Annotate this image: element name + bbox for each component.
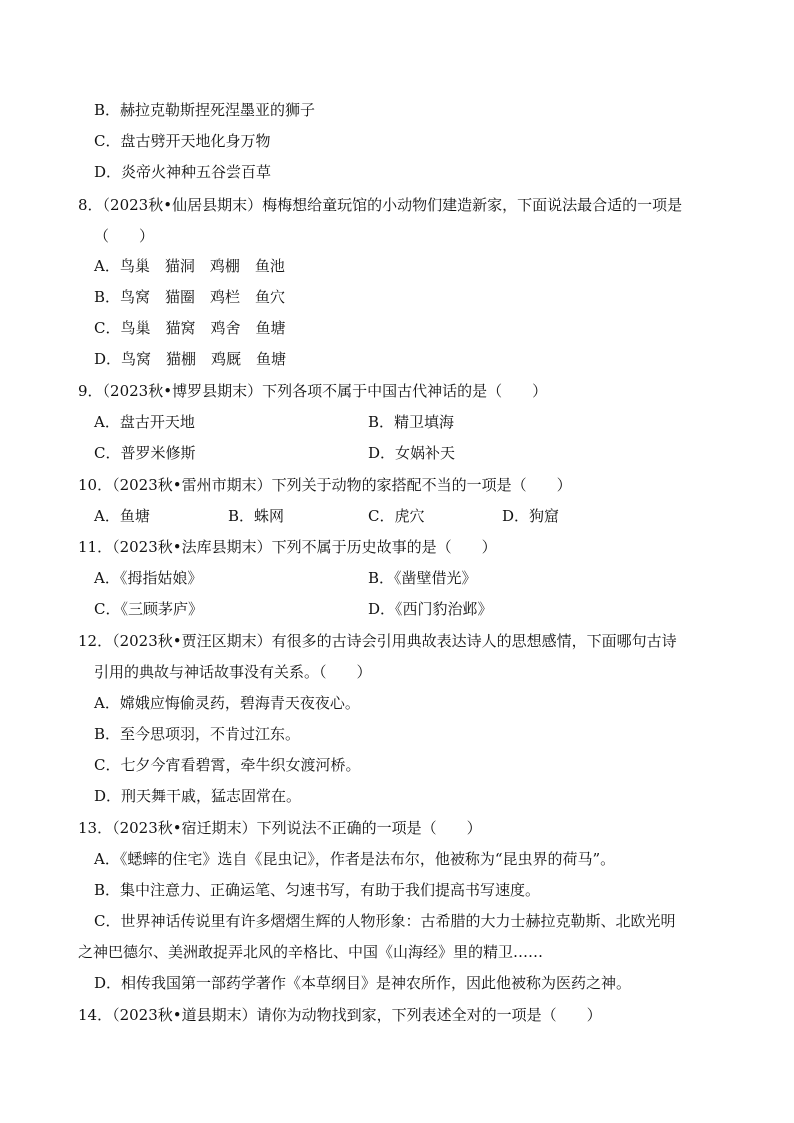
question-12-option-a: A．嫦娥应悔偷灵药，碧海青天夜夜心。 [94,694,360,712]
question-12-option-c: C．七夕今宵看碧霄，牵牛织女渡河桥。 [94,756,361,774]
question-12-stem: 12．（2023秋•贾汪区期末）有很多的古诗会引用典故表达诗人的思想感情，下面哪句古诗 [78,632,677,650]
question-8-option-c: C．鸟巢 猫窝 鸡舍 鱼塘 [94,319,286,337]
question-13-option-a: A．《蟋蟀的住宅》选自《昆虫记》，作者是法布尔，他被称为“昆虫界的荷马”。 [94,850,616,868]
question-9-option-c: C．普罗米修斯 [94,444,196,462]
question-9-option-a: A．盘古开天地 [94,413,195,431]
question-8-option-b: B．鸟窝 猫圈 鸡栏 鱼穴 [94,288,286,306]
question-12-option-d: D．刑天舞干戚，猛志固常在。 [94,787,302,805]
question-11-stem: 11．（2023秋•法库县期末）下列不属于历史故事的是（ ） [78,538,497,556]
question-14-stem: 14．（2023秋•道县期末）请你为动物找到家，下列表述全对的一项是（ ） [78,1006,602,1024]
question-8-blank: （ ） [94,227,155,245]
question-11-option-b: B．《凿壁借光》 [368,569,477,587]
question-11-option-a: A．《拇指姑娘》 [94,569,203,587]
question-13-option-d: D．相传我国第一部药学著作《本草纲目》是神农所作，因此他被称为医药之神。 [94,974,632,992]
question-12-option-b: B．至今思项羽，不肯过江东。 [94,725,301,743]
prev-option-b: B．赫拉克勒斯捏死涅墨亚的狮子 [94,101,316,119]
question-13-option-c-cont: 之神巴德尔、美洲敢捉弄北风的辛格比、中国《山海经》里的精卫…… [78,943,544,961]
question-10-stem: 10．（2023秋•雷州市期末）下列关于动物的家搭配不当的一项是（ ） [78,476,572,494]
question-11-option-c: C．《三顾茅庐》 [94,600,203,618]
question-9-stem: 9．（2023秋•博罗县期末）下列各项不属于中国古代神话的是（ ） [78,382,548,400]
question-11-option-d: D．《西门豹治邺》 [368,600,493,618]
question-8-option-d: D．鸟窝 猫棚 鸡厩 鱼塘 [94,350,287,368]
prev-option-c: C．盘古劈开天地化身万物 [94,132,271,150]
question-8-stem: 8．（2023秋•仙居县期末）梅梅想给童玩馆的小动物们建造新家，下面说法最合适的一项是 [78,196,683,214]
question-8-option-a: A．鸟巢 猫洞 鸡棚 鱼池 [94,257,285,275]
question-13-option-b: B．集中注意力、正确运笔、匀速书写，有助于我们提高书写速度。 [94,881,541,899]
question-9-option-d: D．女娲补天 [368,444,456,462]
question-9-option-b: B．精卫填海 [368,413,455,431]
question-10-option-a: A．鱼塘 [94,507,150,525]
question-13-stem: 13．（2023秋•宿迁期末）下列说法不正确的一项是（ ） [78,819,482,837]
question-10-option-d: D．狗窟 [502,507,560,525]
question-10-option-c: C．虎穴 [368,507,425,525]
prev-option-d: D．炎帝火神种五谷尝百草 [94,163,272,181]
question-13-option-c: C．世界神话传说里有许多熠熠生辉的人物形象：古希腊的大力士赫拉克勒斯、北欧光明 [94,912,676,930]
question-10-option-b: B．蛛网 [228,507,285,525]
question-12-stem-cont: 引用的典故与神话故事没有关系。（ ） [94,663,372,681]
